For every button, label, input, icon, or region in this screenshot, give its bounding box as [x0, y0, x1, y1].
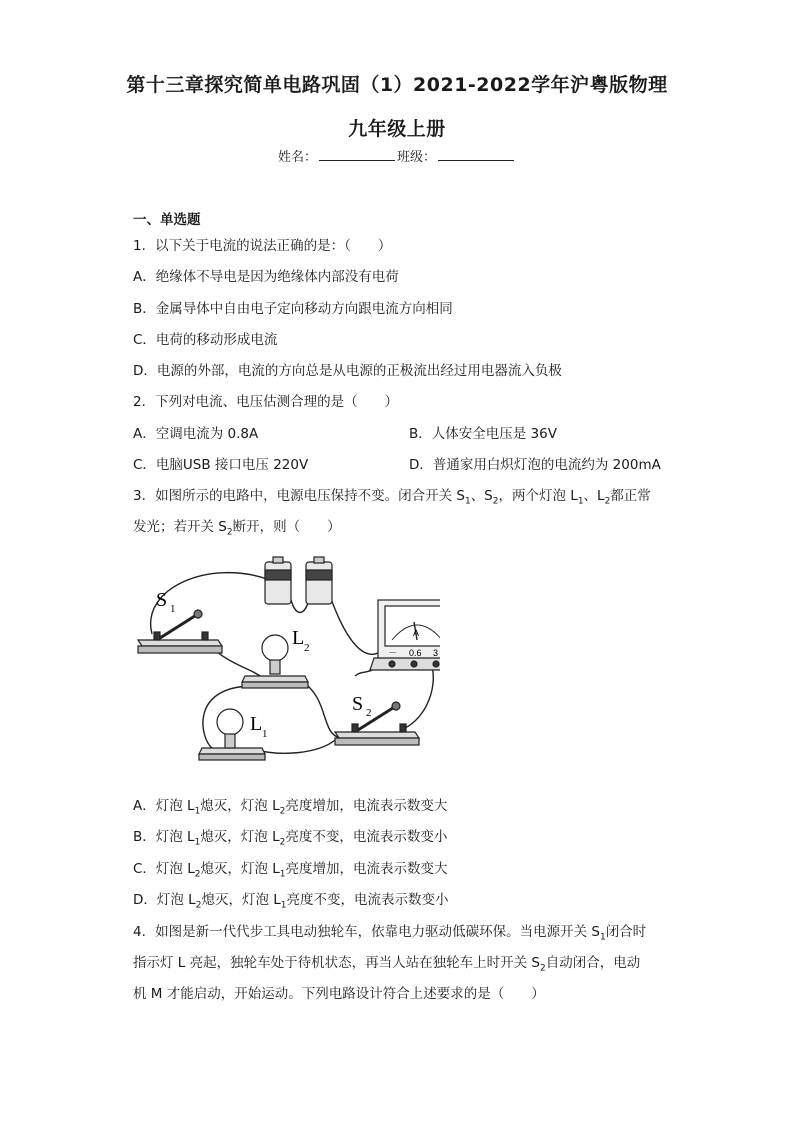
- section-title: 一、单选题: [133, 212, 201, 228]
- title-line-2: 九年级上册: [348, 118, 446, 140]
- name-label: 姓名：: [277, 150, 317, 165]
- q2-option-a: A．空调电流为 0.8A: [133, 426, 259, 442]
- q3-stem-line-2: 发光；若开关 $S_2$断开，则（ ）: [133, 519, 341, 538]
- q1-option-d: D．电源的外部，电流的方向总是从电源的正极流出经过用电器流入负极: [133, 363, 562, 379]
- circuit-figure: [130, 548, 440, 780]
- q1-option-b: B．金属导体中自由电子定向移动方向跟电流方向相同: [133, 301, 453, 317]
- meter-terminal-label: －: [388, 648, 398, 658]
- class-label: 班级：: [397, 150, 437, 165]
- l2-label: L: [292, 627, 305, 649]
- q2-stem: 2．下列对电流、电压估测合理的是（ ）: [133, 394, 399, 410]
- meter-letter: A: [413, 628, 420, 638]
- l2-sub: 2: [304, 642, 310, 654]
- q3-option-c: C．灯泡 $L_2$熄灭，灯泡 $L_1$亮度增加，电流表示数变大: [133, 861, 448, 880]
- switch-s2-icon: [335, 702, 419, 745]
- q1-option-a: A．绝缘体不导电是因为绝缘体内部没有电荷: [133, 269, 399, 285]
- meter-terminal-label: 3: [433, 648, 439, 658]
- q3-option-b: B．灯泡 $L_1$熄灭，灯泡 $L_2$亮度不变，电流表示数变小: [133, 829, 448, 848]
- s1-sub: 1: [170, 603, 176, 615]
- s1-label: S: [156, 589, 168, 611]
- q2-option-c: C．电脑USB 接口电压 220V: [133, 457, 309, 473]
- q1-stem: 1．以下关于电流的说法正确的是：（ ）: [133, 238, 392, 254]
- battery-icon: [265, 557, 332, 604]
- l1-sub: 1: [262, 728, 268, 740]
- q4-stem-line-3: 机 M 才能启动，开始运动。下列电路设计符合上述要求的是（ ）: [133, 986, 545, 1002]
- title-line-1: 第十三章探究简单电路巩固（1）2021-2022学年沪粤版物理: [126, 74, 668, 96]
- q3-option-d: D．灯泡 $L_2$熄灭，灯泡 $L_1$亮度不变，电流表示数变小: [133, 892, 449, 911]
- q3-option-a: A．灯泡 $L_1$熄灭，灯泡 $L_2$亮度增加，电流表示数变大: [133, 798, 448, 817]
- ammeter-icon: [370, 600, 440, 670]
- wire: [330, 596, 385, 654]
- name-blank[interactable]: [319, 148, 395, 161]
- s2-sub: 2: [366, 707, 372, 719]
- wire: [151, 573, 270, 634]
- q4-stem-line-2: 指示灯 L 亮起，独轮车处于待机状态，再当人站在独轮车上时开关 $S_2$自动闭合，电动: [133, 955, 641, 974]
- class-blank[interactable]: [438, 148, 514, 161]
- q2-option-b: B．人体安全电压是 36V: [409, 426, 557, 442]
- s2-label: S: [352, 693, 364, 715]
- wire: [300, 680, 340, 738]
- meter-terminal-label: 0.6: [409, 648, 422, 658]
- q3-stem-line-1: 3．如图所示的电路中，电源电压保持不变。闭合开关 $S_1$、$S_2$，两个灯泡 $L_1$、$L_2$都正常: [133, 488, 651, 507]
- q1-option-c: C．电荷的移动形成电流: [133, 332, 278, 348]
- l1-label: L: [250, 713, 263, 735]
- q2-option-d: D．普通家用白炽灯泡的电流约为 200mA: [409, 457, 661, 473]
- student-info: [0, 146, 794, 165]
- switch-s1-icon: [138, 610, 222, 653]
- q4-stem-line-1: 4．如图是新一代代步工具电动独轮车，依靠电力驱动低碳环保。当电源开关 $S_1$闭合时: [133, 924, 647, 943]
